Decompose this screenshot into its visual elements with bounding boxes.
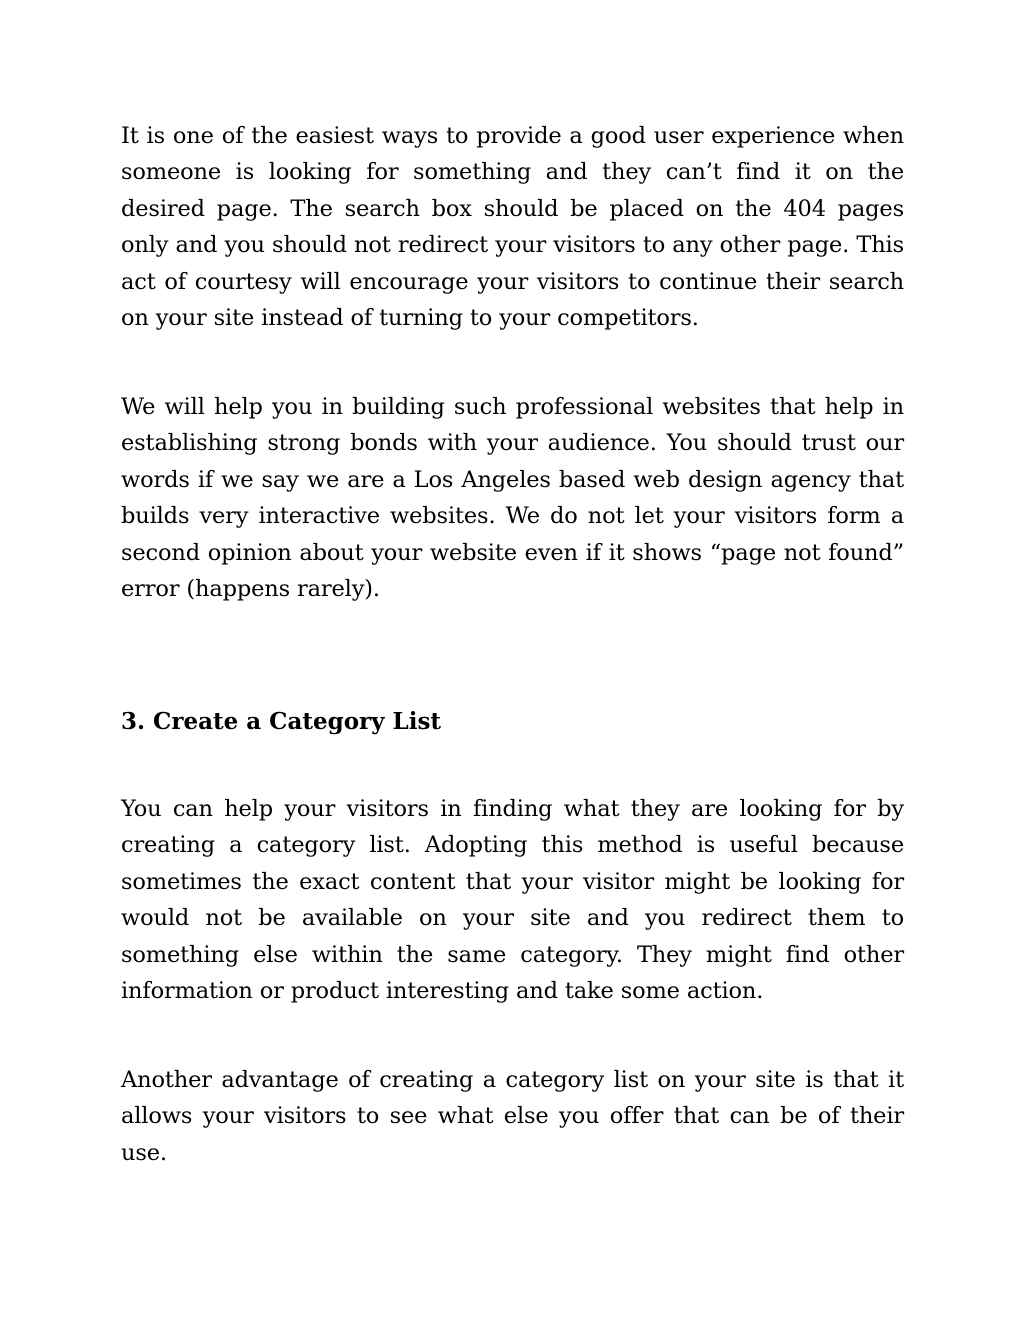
paragraph-search-box: It is one of the easiest ways to provide a good user experience when someone is looking for something and they can’t find it on the desired page. The search box should be placed on the 404 pages only and you should not redirect your visitors to any other page. This act of courtesy will encourage your visitors to continue their search on your site instead of turning to your competitors.: [121, 123, 904, 332]
paragraph-category-list: You can help your visitors in finding what they are looking for by creating a category list. Adopting this method is useful because sometimes the exact content that your visitor might be looking for would not be available on your site and you redirect them to something else within the same category. They might find other information or product interesting and take some action.: [121, 796, 904, 1005]
paragraph-web-design-agency: We will help you in building such professional websites that help in establishing strong bonds with your audience. You should trust our words if we say we are a Los Angeles based web design agency that builds very interactive websites. We do not let your visitors form a second opinion about your website even if it shows “page not found” error (happens rarely).: [121, 394, 904, 603]
paragraph-category-advantage: Another advantage of creating a category list on your site is that it allows your visitors to see what else you offer that can be of their use.: [121, 1067, 904, 1166]
section-heading: 3. Create a Category List: [121, 708, 442, 735]
